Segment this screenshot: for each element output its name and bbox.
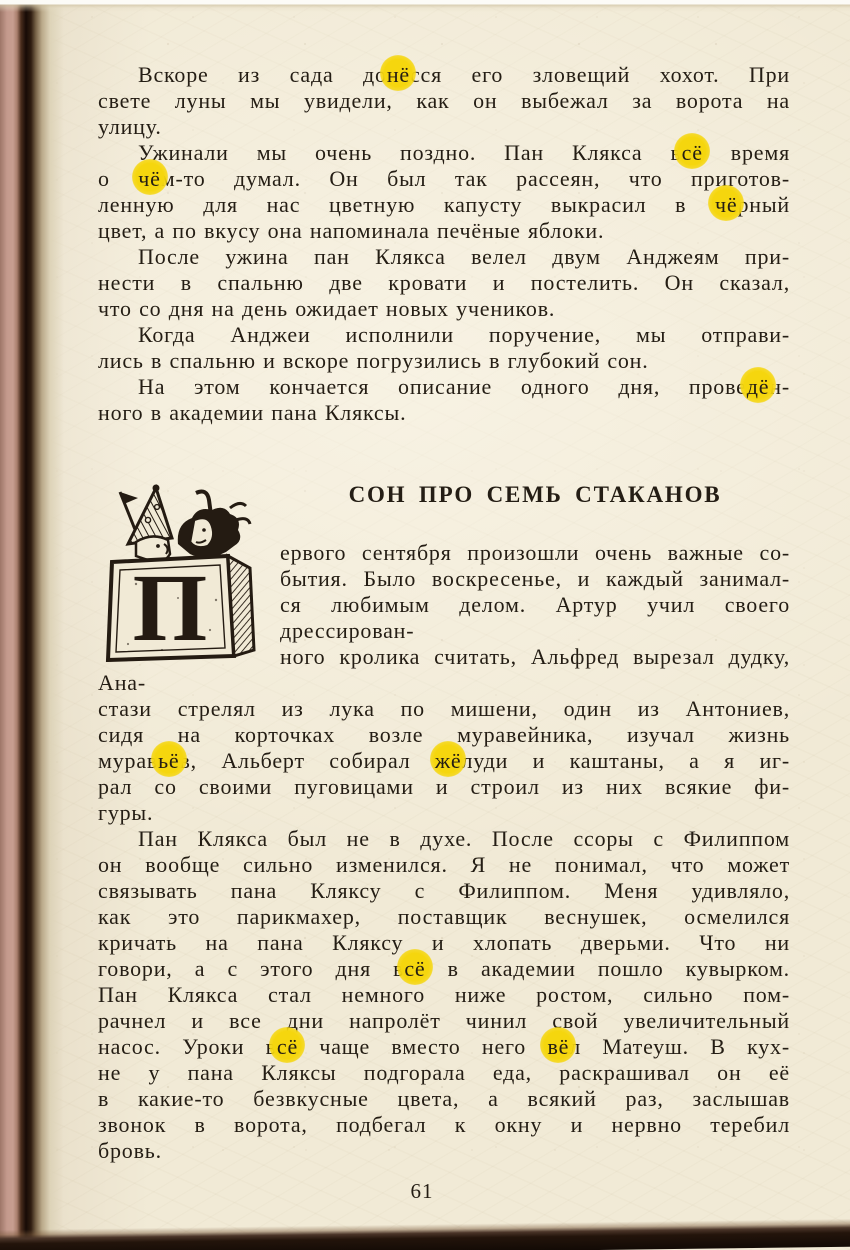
paragraph: [98, 826, 790, 1164]
text-line: не у пана Кляксы подгорала еда, раскрашивал он её: [98, 1060, 790, 1085]
text-line: сидя на корточках возле муравейника, изучал жизнь: [98, 722, 790, 747]
chapter-section: [98, 480, 790, 1164]
text-line: звонок в ворота, подбегал к окну и нервно теребил: [98, 1112, 790, 1137]
text-line: На этом кончается описание одного дня, проведён-: [138, 374, 790, 399]
text-line: ного кролика считать, Альфред вырезал дудку, Ана-: [98, 644, 790, 695]
text-line: улицу.: [98, 114, 162, 139]
text-line: ервого сентября произошли очень важные со-: [280, 540, 790, 565]
yellow-highlight-dot: сё: [404, 956, 426, 981]
yellow-highlight-dot: сё: [276, 1034, 299, 1059]
paragraph: [98, 374, 790, 426]
scan-edge-bottom: [0, 1219, 850, 1250]
text-line: он вообще сильно изменился. Я не понимал, что может: [98, 852, 790, 877]
dropcap-letter: П: [132, 554, 208, 661]
text-line: Пан Клякса был не в духе. После ссоры с Филиппом: [138, 826, 790, 851]
text-line: свете луны мы увидели, как он выбежал за ворота на: [98, 88, 790, 113]
dropcap-woodcut-icon: [98, 480, 258, 662]
dropcap-illustration: [98, 480, 258, 662]
text-line: насос. Уроки всё чаще вместо него вёл Матеуш. В кух-: [98, 1034, 790, 1059]
scan-edge-left: [0, 0, 64, 1250]
text-line: цвет, а по вкусу она напоминала печёные яблоки.: [98, 218, 605, 243]
text-line: стази стрелял из лука по мишени, один из Антониев,: [98, 696, 790, 721]
paragraph: [98, 140, 790, 244]
dropcap-block-icon: [108, 554, 254, 661]
text-line: бытия. Было воскресенье, и каждый занимал-: [280, 566, 790, 591]
text-line: в какие-то безвкусные цвета, а всякий раз, заслышав: [98, 1086, 790, 1111]
text-line: Когда Анджеи исполнили поручение, мы отправи-: [138, 322, 790, 347]
text-line: о чём-то думал. Он был так рассеян, что приготов-: [98, 166, 790, 191]
body-text-block: [98, 0, 790, 426]
text-line: ленную для нас цветную капусту выкрасил в чёрный: [98, 192, 790, 217]
chapter-title: СОН ПРО СЕМЬ СТАКАНОВ: [348, 482, 722, 507]
text-line: говори, а с этого дня всё в академии пошло кувырком.: [98, 956, 790, 981]
text-line: муравьёв, Альберт собирал жёлуди и каштаны, а я иг-: [98, 748, 790, 773]
wizard-figures-icon: [120, 485, 250, 563]
paragraph: [98, 244, 790, 322]
yellow-highlight-dot: чё: [138, 166, 161, 191]
paragraph: [98, 322, 790, 374]
yellow-highlight-dot: чё: [715, 192, 738, 217]
text-line: ся любимым делом. Артур учил своего дрессирован-: [280, 592, 790, 643]
yellow-highlight-dot: жё: [434, 748, 462, 773]
yellow-highlight-dot: сё: [681, 140, 703, 165]
text-line: гуры.: [98, 800, 154, 825]
paragraph: [98, 62, 790, 140]
text-line: связывать пана Кляксу с Филиппом. Меня удивляло,: [98, 878, 790, 903]
text-line: ного в академии пана Кляксы.: [98, 400, 407, 425]
text-line: кричать на пана Кляксу и хлопать дверьми. Что ни: [98, 930, 790, 955]
yellow-highlight-dot: вё: [547, 1034, 570, 1059]
text-line: Вскоре из сада донёсся его зловещий хохот. При: [138, 62, 790, 87]
text-line: лись в спальню и вскоре погрузились в глубокий сон.: [98, 348, 649, 373]
text-line: нести в спальню две кровати и постелить. Он сказал,: [98, 270, 790, 295]
text-line: рал со своими пуговицами и строил из них всякие фи-: [98, 774, 790, 799]
yellow-highlight-dot: нё: [386, 62, 410, 87]
text-line: Пан Клякса стал немного ниже ростом, сильно пом-: [98, 982, 790, 1007]
text-line: что со дня на день ожидает новых учеников.: [98, 296, 556, 321]
text-line: бровь.: [98, 1138, 162, 1163]
page-number: 61: [410, 1179, 434, 1203]
yellow-highlight-dot: дё: [746, 374, 770, 399]
yellow-highlight-dot: ьё: [158, 748, 180, 773]
page-text-column: [98, 0, 790, 1204]
text-line: рачнел и все дни напролёт чинил свой увеличительный: [98, 1008, 790, 1033]
text-line: После ужина пан Клякса велел двум Анджеям при-: [138, 244, 790, 269]
text-line: Ужинали мы очень поздно. Пан Клякса всё время: [138, 140, 790, 165]
text-line: как это парикмахер, поставщик веснушек, осмелился: [98, 904, 790, 929]
